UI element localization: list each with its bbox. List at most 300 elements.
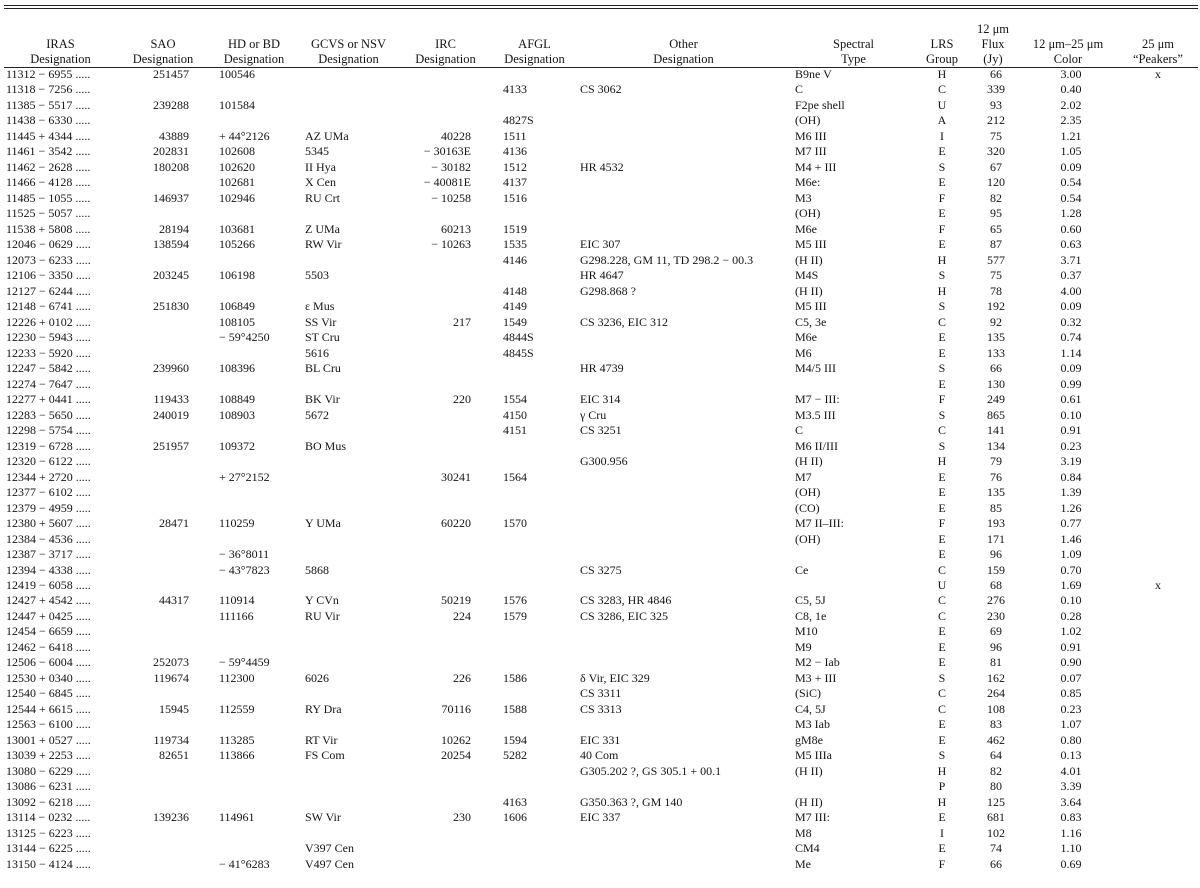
table-cell: 11385 − 5517 .....	[6, 97, 91, 112]
table-cell: 135	[987, 485, 1005, 500]
table-cell	[1118, 206, 1198, 221]
column-header-line: “Peakers”	[1133, 52, 1183, 66]
table-cell	[576, 129, 791, 144]
table-cell: CS 3283, HR 4846	[580, 593, 672, 608]
table-cell: − 59°4250	[219, 330, 270, 345]
table-cell	[1118, 361, 1198, 376]
table-cell: 0.28	[1060, 608, 1082, 623]
column-header	[576, 11, 791, 67]
table-row	[4, 702, 1198, 717]
table-cell	[1118, 717, 1198, 732]
table-cell	[398, 439, 493, 454]
table-cell	[493, 377, 576, 392]
table-cell: − 10263	[431, 237, 471, 252]
table-cell: C	[937, 701, 946, 716]
table-cell	[1118, 392, 1198, 407]
table-cell: 1.26	[1060, 500, 1082, 515]
table-cell	[398, 377, 493, 392]
table-cell: 12226 + 0102 .....	[6, 314, 91, 329]
table-cell: 112559	[219, 701, 255, 716]
table-cell	[299, 67, 398, 82]
table-cell: U	[937, 97, 947, 112]
table-cell: Y UMa	[305, 516, 341, 531]
table-cell	[299, 113, 398, 128]
table-cell	[1118, 175, 1198, 190]
column-header	[1018, 11, 1118, 67]
table-cell: 11312 − 6955 .....	[6, 67, 91, 81]
table-cell	[117, 686, 209, 701]
table-cell	[1118, 748, 1198, 763]
table-cell: 78	[990, 283, 1002, 298]
table-cell	[299, 501, 398, 516]
table-row	[4, 206, 1198, 221]
table-cell	[299, 547, 398, 562]
column-header	[493, 11, 576, 67]
table-cell	[299, 640, 398, 655]
table-cell: M3.5 III	[795, 407, 836, 422]
table-cell	[493, 655, 576, 670]
table-cell	[398, 686, 493, 701]
table-cell	[1118, 810, 1198, 825]
table-row	[4, 671, 1198, 686]
table-cell: (OH)	[795, 206, 821, 221]
table-cell	[209, 532, 299, 547]
table-cell: 0.23	[1060, 701, 1082, 716]
table-cell: 130	[987, 376, 1005, 391]
table-cell	[1118, 795, 1198, 810]
table-cell: 226	[453, 670, 471, 685]
table-cell: V497 Cen	[305, 856, 354, 871]
table-cell	[576, 439, 791, 454]
table-cell: 12427 + 4542 .....	[6, 593, 91, 608]
table-cell: 1.69	[1060, 577, 1082, 592]
table-cell	[398, 454, 493, 469]
table-cell	[1118, 144, 1198, 159]
table-cell: 11466 − 4128 .....	[6, 175, 91, 190]
table-cell	[398, 795, 493, 810]
table-cell: C	[937, 593, 946, 608]
table-cell	[1118, 671, 1198, 686]
table-row	[4, 268, 1198, 283]
table-cell: H	[937, 252, 947, 267]
table-cell	[576, 377, 791, 392]
table-cell: 69	[990, 624, 1002, 639]
table-cell	[398, 98, 493, 113]
table-cell: 95	[990, 206, 1002, 221]
table-cell: P	[938, 779, 946, 794]
table-cell: 12046 − 0629 .....	[6, 237, 91, 252]
table-row	[4, 841, 1198, 856]
table-cell	[209, 253, 299, 268]
column-header-line: Designation	[30, 52, 91, 66]
table-cell: H	[937, 283, 947, 298]
table-cell	[1118, 439, 1198, 454]
table-cell: EIC 331	[580, 732, 621, 747]
column-header	[4, 11, 117, 67]
table-cell: F	[938, 516, 946, 531]
column-header-line: Flux	[981, 37, 1005, 51]
table-cell	[299, 485, 398, 500]
table-cell: (CO)	[795, 500, 820, 515]
table-cell: 251457	[153, 67, 189, 81]
table-cell	[576, 113, 791, 128]
table-cell: 96	[990, 547, 1002, 562]
table-cell	[791, 377, 916, 392]
table-cell: M7	[795, 469, 812, 484]
column-header-line: Group	[926, 52, 958, 66]
table-cell: ε Mus	[305, 299, 335, 314]
table-cell: 13144 − 6225 .....	[6, 841, 91, 856]
table-cell: 108396	[219, 361, 255, 376]
table-cell: 101584	[219, 97, 255, 112]
table-page	[2, 0, 1198, 888]
table-cell: H	[937, 454, 947, 469]
table-cell	[576, 857, 791, 872]
table-cell: E	[938, 639, 946, 654]
table-cell	[117, 82, 209, 97]
table-cell	[576, 191, 791, 206]
table-cell	[493, 640, 576, 655]
table-cell	[576, 841, 791, 856]
table-row	[4, 593, 1198, 608]
table-row	[4, 501, 1198, 516]
table-cell: 12380 + 5607 .....	[6, 516, 91, 531]
table-cell	[493, 764, 576, 779]
table-cell	[398, 501, 493, 516]
table-cell: 5672	[305, 407, 329, 422]
table-cell: 1511	[503, 128, 527, 143]
table-cell	[398, 640, 493, 655]
table-row	[4, 795, 1198, 810]
table-cell: S	[938, 268, 946, 283]
table-cell	[1118, 191, 1198, 206]
table-cell: 66	[990, 67, 1002, 81]
table-cell: F	[938, 856, 946, 871]
table-cell	[493, 439, 576, 454]
table-cell	[398, 485, 493, 500]
table-cell: 1.09	[1060, 547, 1082, 562]
table-cell: G298.228, GM 11, TD 298.2 − 00.3	[580, 252, 754, 267]
table-row	[4, 361, 1198, 376]
table-cell: E	[938, 144, 946, 159]
table-cell: + 27°2152	[219, 469, 270, 484]
table-cell: 135	[987, 330, 1005, 345]
column-header-line: 25 μm	[1141, 37, 1175, 51]
table-cell: BO Mus	[305, 438, 347, 453]
column-header-line: Spectral	[833, 37, 874, 51]
table-cell: 0.69	[1060, 856, 1082, 871]
table-cell: 681	[987, 810, 1005, 825]
table-cell: 192	[987, 299, 1005, 314]
table-cell	[209, 501, 299, 516]
table-cell	[398, 67, 493, 82]
table-cell	[576, 222, 791, 237]
table-cell: 6026	[305, 670, 329, 685]
table-cell: 159	[987, 562, 1005, 577]
table-cell	[576, 779, 791, 794]
column-header-line: 12 μm	[976, 22, 1010, 36]
table-cell	[117, 624, 209, 639]
table-cell: (OH)	[795, 113, 821, 128]
table-cell: 113285	[219, 732, 255, 747]
table-cell	[209, 284, 299, 299]
table-cell	[209, 826, 299, 841]
table-cell	[117, 377, 209, 392]
table-cell: AZ UMa	[305, 128, 349, 143]
table-cell: 1.21	[1060, 128, 1082, 143]
table-cell	[398, 841, 493, 856]
table-cell: 0.40	[1060, 82, 1082, 97]
table-cell	[791, 779, 916, 794]
table-cell: S	[938, 748, 946, 763]
table-cell	[1118, 423, 1198, 438]
table-cell: 146937	[153, 190, 189, 205]
table-cell: G300.956	[580, 454, 628, 469]
table-cell: 3.64	[1060, 794, 1082, 809]
table-cell	[791, 547, 916, 562]
table-cell: E	[938, 345, 946, 360]
table-cell: F	[938, 221, 946, 236]
table-cell: M4S	[795, 268, 819, 283]
table-cell: 12379 − 4959 .....	[6, 500, 91, 515]
table-cell	[299, 717, 398, 732]
table-cell: S	[938, 438, 946, 453]
table-cell	[576, 826, 791, 841]
table-cell: 102681	[219, 175, 255, 190]
table-cell: BL Cru	[305, 361, 341, 376]
table-cell: E	[938, 485, 946, 500]
table-cell	[1118, 268, 1198, 283]
table-cell	[398, 717, 493, 732]
table-cell: 276	[987, 593, 1005, 608]
table-cell: 1.14	[1060, 345, 1082, 360]
table-cell	[117, 206, 209, 221]
column-header	[209, 11, 299, 67]
table-cell: 5282	[503, 748, 527, 763]
table-cell	[576, 330, 791, 345]
table-cell: (H II)	[795, 283, 823, 298]
table-cell	[398, 299, 493, 314]
table-cell: 217	[453, 314, 471, 329]
table-cell	[576, 717, 791, 732]
table-cell: 212	[987, 113, 1005, 128]
table-cell: 12462 − 6418 .....	[6, 639, 91, 654]
table-body	[4, 67, 1198, 872]
table-cell: C8, 1e	[795, 608, 827, 623]
table-cell: M6 III	[795, 128, 827, 143]
table-cell: 264	[987, 686, 1005, 701]
table-cell: E	[938, 655, 946, 670]
table-cell: 40228	[441, 128, 471, 143]
table-cell: M3	[795, 190, 812, 205]
table-cell: M5 III	[795, 299, 827, 314]
table-cell	[1118, 593, 1198, 608]
table-cell: 180208	[153, 159, 189, 174]
table-row	[4, 377, 1198, 392]
table-cell: x	[1155, 67, 1161, 81]
table-cell	[1118, 826, 1198, 841]
table-cell	[1118, 624, 1198, 639]
table-cell: 4827S	[503, 113, 534, 128]
column-header-line: Designation	[415, 52, 476, 66]
table-cell	[1118, 222, 1198, 237]
table-cell: 12274 − 7647 .....	[6, 376, 91, 391]
table-cell: gM8e	[795, 732, 823, 747]
table-cell: CM4	[795, 841, 820, 856]
table-cell: 0.70	[1060, 562, 1082, 577]
table-cell	[209, 346, 299, 361]
table-cell: X Cen	[305, 175, 336, 190]
table-row	[4, 82, 1198, 97]
table-cell: 3.39	[1060, 779, 1082, 794]
table-row	[4, 237, 1198, 252]
table-cell	[117, 315, 209, 330]
table-cell: 64	[990, 748, 1002, 763]
table-cell: HR 4647	[580, 268, 624, 283]
table-cell	[117, 717, 209, 732]
table-cell	[1118, 702, 1198, 717]
table-row	[4, 253, 1198, 268]
column-header-line: HD or BD	[227, 37, 281, 51]
table-cell: 12506 − 6004 .....	[6, 655, 91, 670]
table-row	[4, 857, 1198, 872]
data-table	[4, 11, 1198, 872]
table-cell: 139236	[153, 810, 189, 825]
table-cell: (H II)	[795, 763, 823, 778]
table-cell	[493, 98, 576, 113]
table-cell: 0.63	[1060, 237, 1082, 252]
table-cell: 111166	[219, 608, 254, 623]
table-cell: 1570	[503, 516, 527, 531]
table-cell	[1118, 547, 1198, 562]
table-cell: 125	[987, 794, 1005, 809]
table-cell: 103681	[219, 221, 255, 236]
table-row	[4, 98, 1198, 113]
table-cell: 119674	[153, 670, 189, 685]
table-cell: 96	[990, 639, 1002, 654]
table-row	[4, 423, 1198, 438]
table-cell: 13125 − 6223 .....	[6, 825, 91, 840]
table-cell	[398, 779, 493, 794]
table-cell: E	[938, 237, 946, 252]
table-cell: 93	[990, 97, 1002, 112]
table-cell: 75	[990, 268, 1002, 283]
table-cell: 12319 − 6728 .....	[6, 438, 91, 453]
table-cell: 12544 + 6615 .....	[6, 701, 91, 716]
table-cell: CS 3311	[580, 686, 622, 701]
table-cell	[493, 361, 576, 376]
table-cell: 162	[987, 670, 1005, 685]
table-cell: E	[938, 732, 946, 747]
table-cell: 1586	[503, 670, 527, 685]
column-header-line: Other	[669, 37, 698, 51]
table-cell: RY Dra	[305, 701, 342, 716]
table-cell: 0.80	[1060, 732, 1082, 747]
table-cell: 3.00	[1060, 67, 1082, 81]
table-cell: M7 III	[795, 144, 827, 159]
column-header-line: Designation	[504, 52, 565, 66]
table-cell	[1118, 857, 1198, 872]
table-cell	[209, 377, 299, 392]
table-cell	[398, 408, 493, 423]
table-cell: 0.90	[1060, 655, 1082, 670]
table-cell	[209, 578, 299, 593]
table-cell: 5868	[305, 562, 329, 577]
table-cell: M5 IIIa	[795, 748, 832, 763]
table-cell: 1.46	[1060, 531, 1082, 546]
table-cell	[576, 655, 791, 670]
table-cell: RW Vir	[305, 237, 342, 252]
table-cell: M2 − Iab	[795, 655, 840, 670]
table-cell	[398, 655, 493, 670]
table-header	[4, 11, 1198, 67]
table-cell	[493, 454, 576, 469]
table-cell	[117, 795, 209, 810]
table-cell	[1118, 82, 1198, 97]
table-row	[4, 113, 1198, 128]
table-cell	[117, 501, 209, 516]
table-cell: 4845S	[503, 345, 534, 360]
table-cell: 1554	[503, 392, 527, 407]
table-cell: 82651	[159, 748, 189, 763]
table-cell	[398, 547, 493, 562]
table-cell: 102620	[219, 159, 255, 174]
column-header	[398, 11, 493, 67]
table-cell: 12230 − 5943 .....	[6, 330, 91, 345]
header-row	[4, 11, 1198, 67]
table-cell	[209, 841, 299, 856]
table-cell: − 36°8011	[219, 547, 270, 562]
table-cell: FS Com	[305, 748, 345, 763]
table-cell: 80	[990, 779, 1002, 794]
table-row	[4, 175, 1198, 190]
table-cell	[117, 346, 209, 361]
table-cell: 251830	[153, 299, 189, 314]
table-cell: M7 II–III:	[795, 516, 844, 531]
table-cell: 577	[987, 252, 1005, 267]
table-cell: 239960	[153, 361, 189, 376]
table-cell	[117, 841, 209, 856]
table-cell: EIC 337	[580, 810, 621, 825]
table-row	[4, 563, 1198, 578]
table-cell	[493, 578, 576, 593]
table-cell	[576, 299, 791, 314]
table-cell: 40 Com	[580, 748, 619, 763]
table-cell	[398, 361, 493, 376]
table-cell: 12298 − 5754 .....	[6, 423, 91, 438]
table-cell: 105266	[219, 237, 255, 252]
table-cell	[493, 532, 576, 547]
table-cell: 102608	[219, 144, 255, 159]
table-cell	[299, 423, 398, 438]
table-cell: (SiC)	[795, 686, 822, 701]
table-cell	[576, 624, 791, 639]
table-cell: 240019	[153, 407, 189, 422]
table-row	[4, 485, 1198, 500]
table-cell: M6e	[795, 330, 817, 345]
table-cell: 1549	[503, 314, 527, 329]
table-cell	[493, 206, 576, 221]
table-cell	[576, 640, 791, 655]
table-cell: EIC 314	[580, 392, 621, 407]
table-cell	[576, 516, 791, 531]
table-cell	[209, 113, 299, 128]
table-cell: 74	[990, 841, 1002, 856]
table-cell: E	[938, 624, 946, 639]
table-cell: 0.37	[1060, 268, 1082, 283]
table-cell: 0.61	[1060, 392, 1082, 407]
table-cell: M6e	[795, 221, 817, 236]
